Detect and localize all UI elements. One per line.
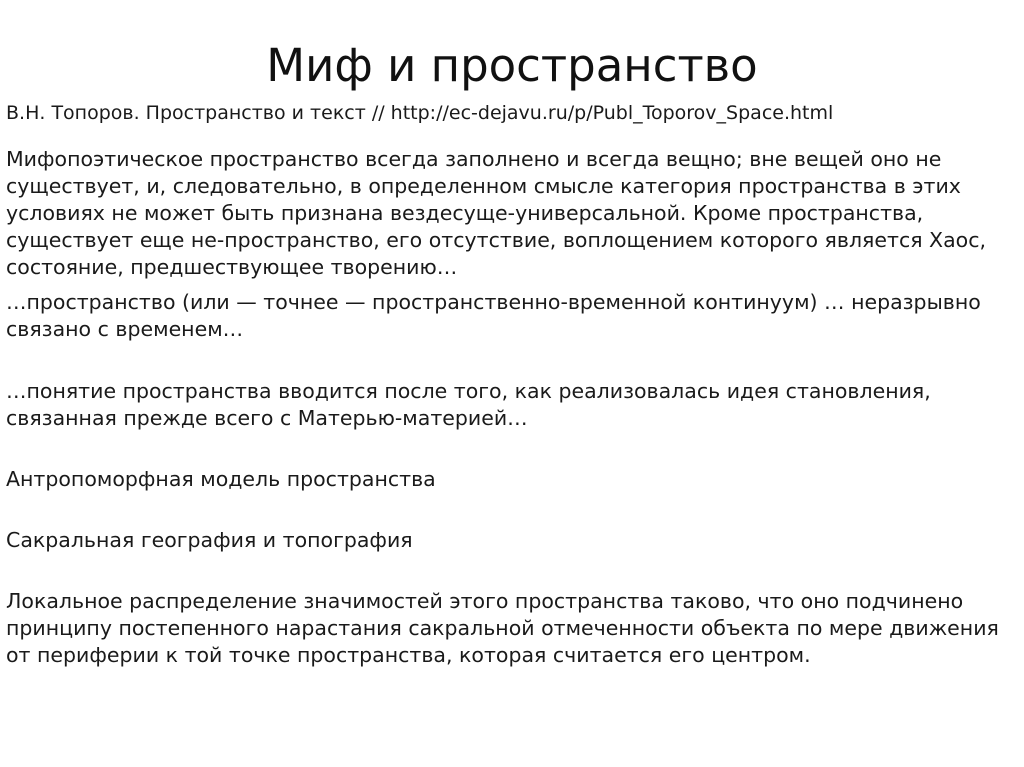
source-reference: В.Н. Топоров. Пространство и текст // http://ec-dejavu.ru/p/Publ_Toporov_Space.html: [6, 102, 834, 124]
paragraph-mythopoetic-space: Мифопоэтическое пространство всегда заполнено и всегда вещно; вне вещей оно не существует, и, следовательно, в определенном смысле категория пространства в этих условиях не может быть признана вездесуще-универсальной. Кроме пространства, существует еще не-пространство, его отсутствие, воплощением которого является Хаос, состояние, предшествующее творению…: [6, 147, 986, 279]
paragraph-anthropomorphic-model: Антропоморфная модель пространства: [6, 467, 436, 491]
slide-content: [6, 100, 1016, 669]
paragraph-concept-space: …понятие пространства вводится после того, как реализовалась идея становления, связанная прежде всего с Матерью-материей…: [6, 379, 931, 430]
slide-title: Миф и пространство: [266, 39, 758, 92]
paragraph-space-time: …пространство (или — точнее — пространственно-временной континуум) … неразрывно связано с временем…: [6, 290, 981, 341]
paragraph-local-distribution: Локальное распределение значимостей этого пространства таково, что оно подчинено принципу постепенного нарастания сакральной отмеченности объекта по мере движения от периферии к той точке пространства, которая считается его центром.: [6, 589, 999, 667]
paragraph-sacral-geography: Сакральная география и топография: [6, 528, 413, 552]
